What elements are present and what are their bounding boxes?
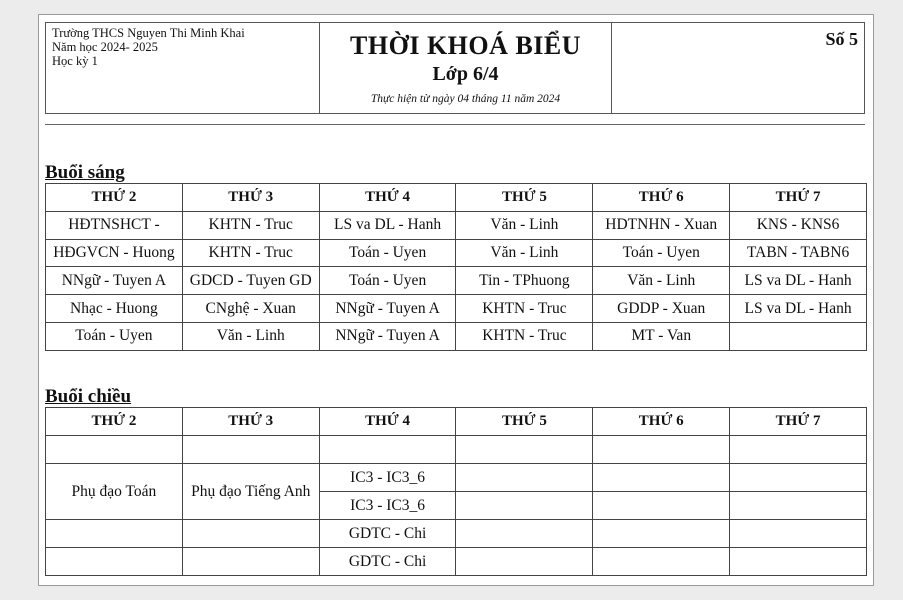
lesson-cell: Toán - Uyen	[319, 239, 456, 267]
morning-section-title: Buổi sáng	[45, 162, 125, 183]
empty-cell	[730, 464, 867, 492]
day-header: THỨ 5	[456, 184, 593, 212]
day-header: THỨ 3	[182, 184, 319, 212]
lesson-cell	[730, 322, 867, 350]
lesson-cell: LS va DL - Hanh	[730, 267, 867, 295]
day-header: THỨ 7	[730, 408, 867, 436]
divider	[45, 124, 865, 125]
empty-cell	[319, 436, 456, 464]
empty-cell	[730, 436, 867, 464]
timetable-sheet	[38, 14, 874, 586]
lesson-cell: Nhạc - Huong	[46, 295, 183, 323]
empty-cell	[456, 548, 593, 576]
lesson-cell: IC3 - IC3_6	[319, 492, 456, 520]
table-row	[46, 239, 867, 267]
afternoon-schedule-table	[45, 407, 867, 576]
day-header: THỨ 2	[46, 408, 183, 436]
morning-schedule-table	[45, 183, 867, 351]
table-row	[46, 295, 867, 323]
day-header: THỨ 4	[319, 184, 456, 212]
lesson-cell: Phụ đạo Tiếng Anh	[182, 464, 319, 520]
table-row	[46, 322, 867, 350]
lesson-cell: LS va DL - Hanh	[319, 211, 456, 239]
lesson-cell: NNgữ - Tuyen A	[46, 267, 183, 295]
empty-cell	[456, 492, 593, 520]
lesson-cell: GDTC - Chi	[319, 548, 456, 576]
lesson-cell: MT - Van	[593, 322, 730, 350]
lesson-cell: IC3 - IC3_6	[319, 464, 456, 492]
lesson-cell: KHTN - Truc	[182, 239, 319, 267]
empty-cell	[730, 520, 867, 548]
schedule-number: Số 5	[825, 29, 858, 49]
lesson-cell: GDTC - Chi	[319, 520, 456, 548]
lesson-cell: Văn - Linh	[182, 322, 319, 350]
lesson-cell: HDTNHN - Xuan	[593, 211, 730, 239]
school-year: Năm học 2024- 2025	[52, 40, 158, 54]
empty-cell	[46, 436, 183, 464]
lesson-cell: Tin - TPhuong	[456, 267, 593, 295]
table-header-row	[46, 408, 867, 436]
lesson-cell: KHTN - Truc	[182, 211, 319, 239]
empty-cell	[730, 548, 867, 576]
table-header-row	[46, 184, 867, 212]
lesson-cell: GDCD - Tuyen GD	[182, 267, 319, 295]
empty-cell	[182, 436, 319, 464]
table-row	[46, 267, 867, 295]
empty-cell	[182, 520, 319, 548]
lesson-cell: Toán - Uyen	[319, 267, 456, 295]
empty-cell	[46, 520, 183, 548]
semester: Học kỳ 1	[52, 54, 98, 68]
day-header: THỨ 6	[593, 184, 730, 212]
header-box	[45, 22, 865, 114]
lesson-cell: Toán - Uyen	[46, 322, 183, 350]
lesson-cell: Văn - Linh	[456, 239, 593, 267]
page-title: THỜI KHOÁ BIỂU	[350, 31, 581, 60]
empty-cell	[593, 464, 730, 492]
lesson-cell: GDDP - Xuan	[593, 295, 730, 323]
day-header: THỨ 5	[456, 408, 593, 436]
empty-cell	[46, 548, 183, 576]
lesson-cell: HĐTNSHCT -	[46, 211, 183, 239]
lesson-cell: KHTN - Truc	[456, 322, 593, 350]
empty-cell	[593, 548, 730, 576]
day-header: THỨ 6	[593, 408, 730, 436]
empty-cell	[456, 520, 593, 548]
table-row	[46, 520, 867, 548]
lesson-cell: KHTN - Truc	[456, 295, 593, 323]
day-header: THỨ 4	[319, 408, 456, 436]
table-row	[46, 548, 867, 576]
empty-cell	[456, 464, 593, 492]
school-name: Trường THCS Nguyen Thi Minh Khai	[52, 26, 245, 40]
empty-cell	[593, 492, 730, 520]
lesson-cell: NNgữ - Tuyen A	[319, 295, 456, 323]
title-cell	[319, 22, 612, 114]
lesson-cell: KNS - KNS6	[730, 211, 867, 239]
afternoon-section-title: Buổi chiều	[45, 386, 132, 407]
lesson-cell: NNgữ - Tuyen A	[319, 322, 456, 350]
class-label: Lớp 6/4	[432, 63, 499, 85]
effective-date: Thực hiện từ ngày 04 tháng 11 năm 2024	[370, 93, 561, 105]
table-row	[46, 464, 867, 492]
empty-cell	[593, 436, 730, 464]
empty-cell	[593, 520, 730, 548]
empty-cell	[456, 436, 593, 464]
table-row	[46, 211, 867, 239]
lesson-cell: HĐGVCN - Huong	[46, 239, 183, 267]
lesson-cell: CNghệ - Xuan	[182, 295, 319, 323]
lesson-cell: Toán - Uyen	[593, 239, 730, 267]
empty-cell	[182, 548, 319, 576]
lesson-cell: Văn - Linh	[456, 211, 593, 239]
day-header: THỨ 3	[182, 408, 319, 436]
lesson-cell: TABN - TABN6	[730, 239, 867, 267]
day-header: THỨ 7	[730, 184, 867, 212]
lesson-cell: Văn - Linh	[593, 267, 730, 295]
day-header: THỨ 2	[46, 184, 183, 212]
lesson-cell: LS va DL - Hanh	[730, 295, 867, 323]
school-info	[52, 26, 245, 68]
table-row	[46, 436, 867, 464]
lesson-cell: Phụ đạo Toán	[46, 464, 183, 520]
empty-cell	[730, 492, 867, 520]
